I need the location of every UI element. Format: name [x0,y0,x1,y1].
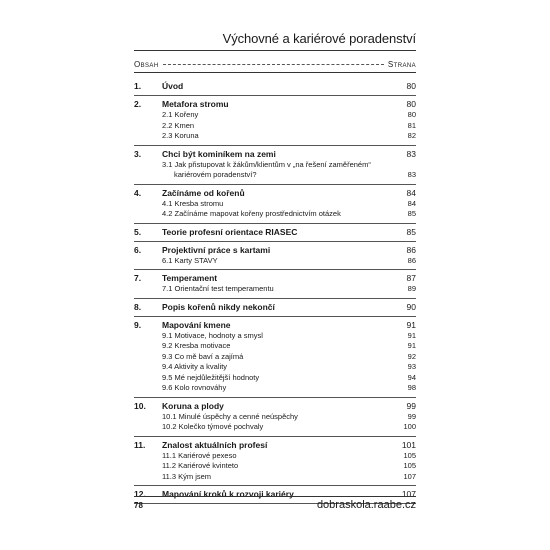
chapter-title: Začínáme od kořenů [162,187,245,198]
subsection-title: 7.1 Orientační test temperamentu [162,284,274,293]
toc-chapter-group [134,96,416,146]
toc-chapter-row[interactable] [134,301,416,313]
subsection-page: 80 [407,110,416,119]
chapter-number: 6. [134,244,142,255]
subsection-page: 93 [407,362,416,371]
subsection-page: 84 [407,198,416,208]
chapter-title: Teorie profesní orientace RIASEC [162,226,298,237]
chapter-page: 85 [406,226,416,237]
chapter-page: 91 [406,319,416,330]
toc-subsection-row[interactable] [134,341,416,352]
subsection-page: 85 [407,209,416,218]
toc-subsection-row-continued[interactable] [134,170,416,181]
chapter-number: 3. [134,148,142,159]
column-header-rule [134,72,416,73]
subsection-page: 83 [407,170,416,179]
toc-chapter-group [134,317,416,398]
subsection-page: 98 [407,383,416,392]
toc-subsection-row[interactable] [134,383,416,394]
chapter-title: Chci být kominíkem na zemi [162,148,276,159]
toc-chapter-group [134,224,416,242]
running-title: Výchovné a kariérové poradenství [222,31,416,46]
chapter-page: 80 [406,99,416,109]
chapter-page: 86 [406,244,416,255]
subsection-page: 91 [407,341,416,350]
toc-chapter-row[interactable] [134,319,416,331]
toc-chapter-group [134,270,416,299]
subsection-title: 6.1 Karty STAVY [162,255,218,265]
chapter-title: Temperament [162,273,218,283]
subsection-page: 100 [403,422,416,431]
subsection-page: 107 [403,471,416,481]
subsection-title: 3.1 Jak přistupovat k žákům/klientům v „na řešení zaměřeném“ [162,159,371,169]
chapter-page: 99 [406,400,416,411]
subsection-page: 99 [407,411,416,421]
chapter-number: 12. [134,489,146,499]
chapter-number: 5. [134,226,142,237]
toc-chapter-group [134,437,416,487]
toc-chapter-row[interactable] [134,226,416,238]
subsection-title: 10.1 Minulé úspěchy a cenné neúspěchy [162,411,298,421]
toc-chapter-group [134,80,416,96]
toc-chapter-row[interactable] [134,439,416,451]
toc-chapter-row[interactable] [134,187,416,199]
toc-subsection-row[interactable] [134,199,416,210]
subsection-title: 4.1 Kresba stromu [162,198,224,208]
chapter-title: Koruna a plody [162,400,224,411]
toc-subsection-row[interactable] [134,121,416,132]
chapter-page: 84 [406,187,416,198]
subsection-title: 9.5 Mé nejdůležitější hodnoty [162,372,260,382]
chapter-title: Popis kořenů nikdy nekončí [162,301,275,312]
dashed-leader [163,64,384,65]
toc-subsection-row[interactable] [134,256,416,267]
chapter-number: 10. [134,400,146,411]
subsection-page: 89 [407,284,416,293]
subsection-page: 92 [407,351,416,361]
chapter-title: Projektivní práce s kartami [162,244,271,255]
toc-subsection-row[interactable] [134,131,416,142]
subsection-title: 2.1 Kořeny [162,110,199,119]
subsection-title: 2.3 Koruna [162,131,199,140]
subsection-page: 81 [407,120,416,130]
toc-chapter-row[interactable] [134,148,416,160]
table-of-contents [134,80,416,504]
toc-subsection-row[interactable] [134,461,416,472]
website-url: dobraskola.raabe.cz [316,499,416,511]
chapter-page: 83 [406,148,416,159]
toc-chapter-row[interactable] [134,244,416,256]
chapter-page: 90 [406,301,416,312]
column-header [134,58,416,70]
toc-chapter-group [134,299,416,317]
chapter-page: 80 [406,81,416,91]
chapter-number: 9. [134,319,142,330]
chapter-title: Metafora stromu [162,99,229,109]
toc-chapter-row[interactable] [134,400,416,412]
column-label-page: Strana [387,59,416,69]
subsection-page: 86 [407,255,416,265]
toc-chapter-row[interactable] [134,98,416,110]
subsection-title: 11.2 Kariérové kvinteto [162,461,239,470]
toc-subsection-row[interactable] [134,110,416,121]
toc-subsection-row[interactable] [134,412,416,423]
column-label-contents: Obsah [134,59,159,69]
chapter-page: 101 [401,439,416,450]
chapter-page: 87 [406,273,416,283]
chapter-title: Úvod [162,81,184,91]
header-rule [134,50,416,51]
subsection-title-continued: kariérovém poradenství? [174,170,257,179]
subsection-page: 82 [407,131,416,140]
toc-subsection-row[interactable] [134,422,416,433]
subsection-title: 2.2 Kmen [162,120,195,130]
toc-chapter-group [134,185,416,224]
toc-subsection-row[interactable] [134,284,416,295]
toc-chapter-group [134,242,416,271]
toc-subsection-row[interactable] [134,160,416,171]
chapter-number: 2. [134,99,142,109]
toc-subsection-row[interactable] [134,472,416,483]
toc-subsection-row[interactable] [134,451,416,462]
subsection-title: 9.3 Co mě baví a zajímá [162,351,244,361]
chapter-number: 11. [134,439,146,450]
subsection-page: 105 [403,450,416,460]
footer-rule [134,496,416,497]
chapter-title: Mapování kroků k rozvoji kariéry [162,489,294,499]
page-number: 78 [134,501,143,510]
chapter-number: 1. [134,81,142,91]
subsection-title: 10.2 Kolečko týmové pochvaly [162,422,264,431]
subsection-page-spacer [394,160,416,171]
subsection-title: 4.2 Začínáme mapovat kořeny prostřednictvím otázek [162,209,341,218]
chapter-number: 8. [134,301,142,312]
subsection-page: 91 [407,330,416,340]
toc-subsection-row[interactable] [134,373,416,384]
toc-chapter-row[interactable] [134,272,416,284]
subsection-page: 105 [403,461,416,470]
chapter-title: Znalost aktuálních profesí [162,439,268,450]
chapter-number: 4. [134,187,142,198]
toc-subsection-row[interactable] [134,331,416,342]
chapter-number: 7. [134,273,142,283]
chapter-page: 107 [401,489,416,499]
subsection-title: 9.2 Kresba motivace [162,341,231,350]
toc-subsection-row[interactable] [134,362,416,373]
subsection-title: 9.6 Kolo rovnováhy [162,383,227,392]
toc-subsection-row[interactable] [134,209,416,220]
chapter-title: Mapování kmene [162,319,231,330]
subsection-title: 11.3 Kým jsem [162,471,212,481]
toc-chapter-row[interactable] [134,80,416,92]
subsection-title: 11.1 Kariérové pexeso [162,450,237,460]
subsection-title: 9.1 Motivace, hodnoty a smysl [162,330,263,340]
toc-chapter-group [134,146,416,185]
toc-chapter-group [134,398,416,437]
subsection-title: 9.4 Aktivity a kvality [162,362,228,371]
subsection-page: 94 [407,372,416,382]
toc-subsection-row[interactable] [134,352,416,363]
